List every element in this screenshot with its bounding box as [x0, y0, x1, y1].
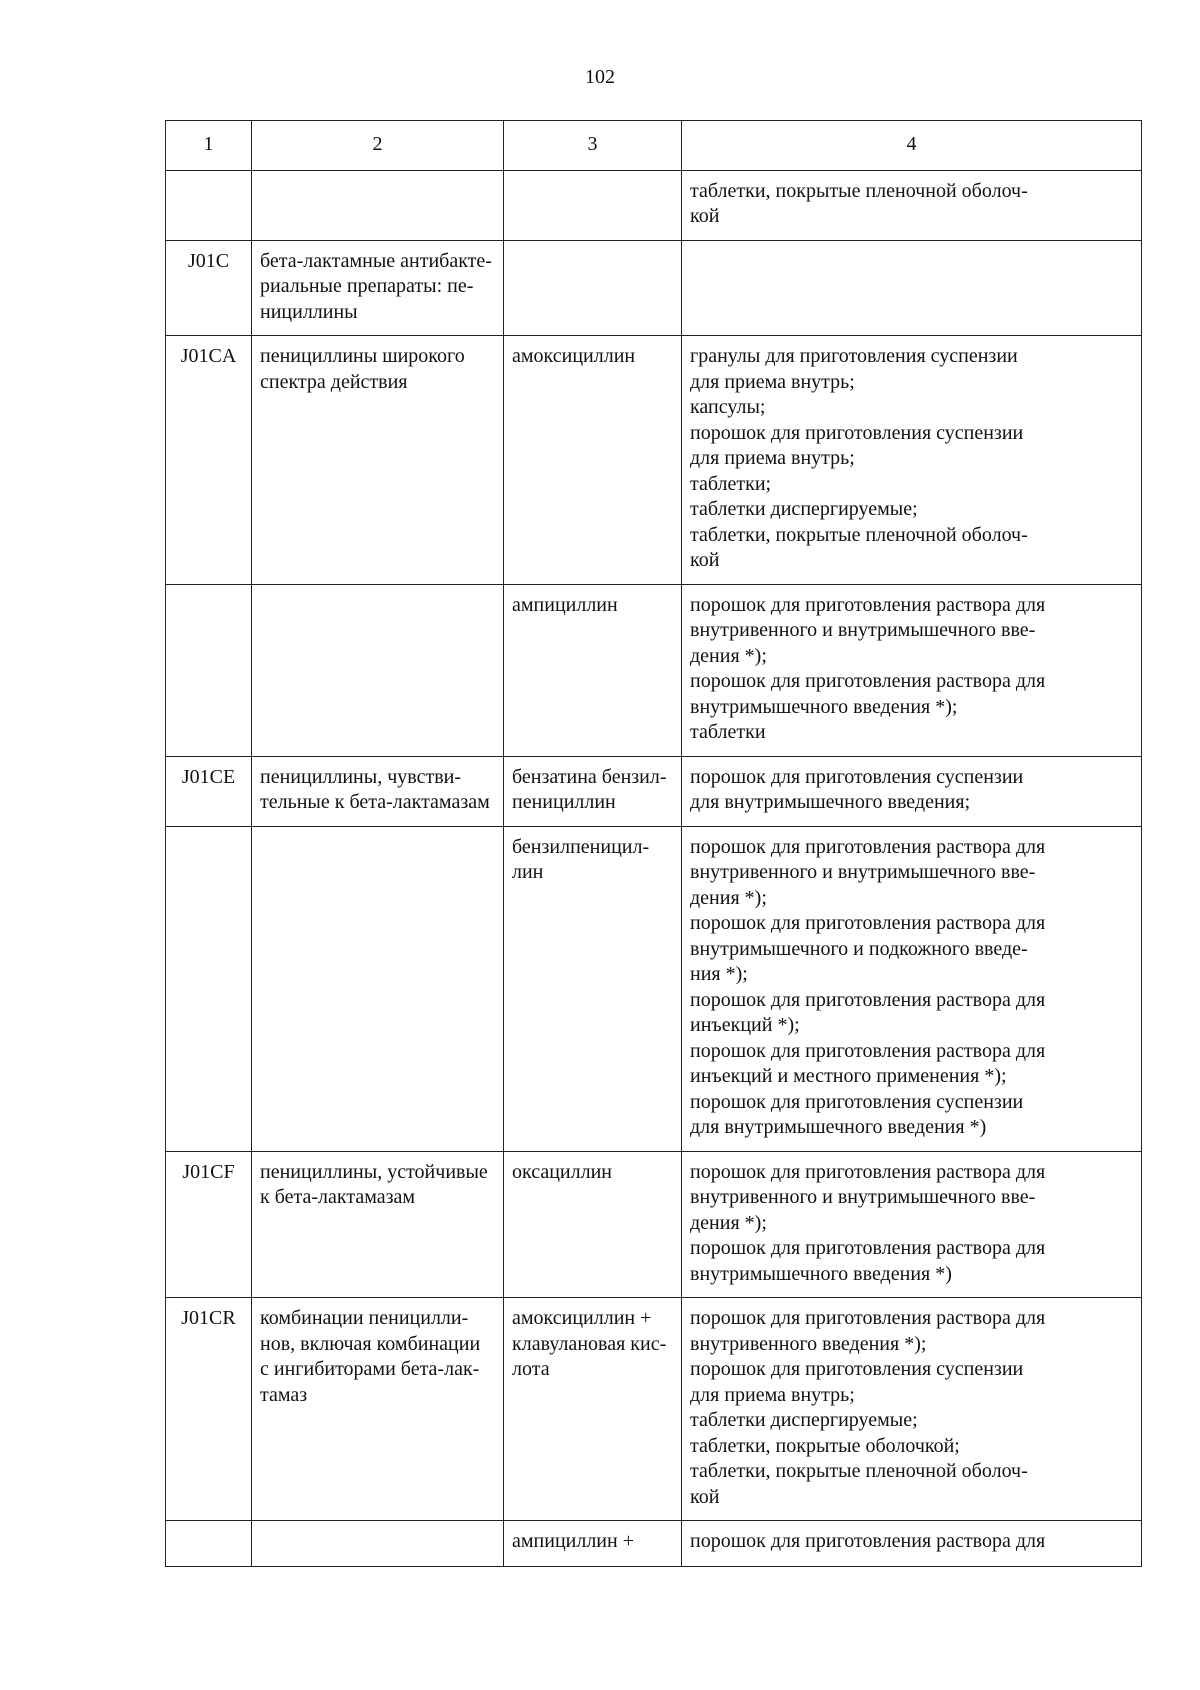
drug-name-cell	[504, 1298, 682, 1521]
dosage-form-line: дения *);	[690, 644, 767, 667]
group-name-cell	[252, 336, 504, 585]
dosage-form-line: таблетки, покрытые пленочной оболоч-	[690, 523, 1028, 546]
column-header-1: 1	[166, 121, 252, 171]
drug-name-cell-line: оксациллин	[512, 1160, 612, 1183]
dosage-form-line: внутривенного введения *);	[690, 1332, 927, 1355]
dosage-form-line: инъекций *);	[690, 1014, 800, 1036]
dosage-form-line: порошок для приготовления раствора для	[690, 1530, 1046, 1552]
group-name-cell	[252, 170, 504, 240]
drug-name-cell-line: лин	[512, 861, 544, 883]
dosage-form-line: порошок для приготовления раствора для	[690, 1039, 1046, 1062]
dosage-form-line: для приема внутрь;	[690, 370, 855, 393]
dosage-forms-cell	[682, 240, 1142, 336]
group-name-cell-line: тельные к бета-лактамазам	[260, 791, 490, 813]
dosage-form-line: внутривенного и внутримышечного вве-	[690, 1186, 1036, 1208]
table-row	[166, 1521, 1142, 1567]
dosage-form-line: порошок для приготовления суспензии	[690, 1090, 1024, 1113]
drug-name-cell	[504, 336, 682, 585]
dosage-forms-cell	[682, 1151, 1142, 1298]
group-name-cell-line: риальные препараты: пе-	[260, 275, 474, 297]
table-row	[166, 756, 1142, 826]
dosage-form-line: порошок для приготовления раствора для	[690, 593, 1046, 616]
atc-code-cell: J01CR	[166, 1298, 252, 1521]
drug-name-cell	[504, 1151, 682, 1298]
dosage-forms-cell	[682, 584, 1142, 756]
dosage-forms-cell	[682, 756, 1142, 826]
group-name-cell-line: пенициллины широкого	[260, 345, 465, 367]
drug-name-cell	[504, 170, 682, 240]
dosage-form-line: кой	[690, 1485, 720, 1508]
group-name-cell-line: бета-лактамные антибакте-	[260, 249, 492, 272]
table-row	[166, 826, 1142, 1151]
column-header-3: 3	[504, 121, 682, 171]
drug-name-cell-line: бензатина бензил-	[512, 765, 667, 788]
column-header-2: 2	[252, 121, 504, 171]
dosage-form-line: кой	[690, 205, 720, 227]
group-name-cell-line: пенициллины, чувстви-	[260, 765, 462, 788]
dosage-form-line: капсулы;	[690, 396, 766, 418]
drug-name-cell-line: ампициллин +	[512, 1530, 634, 1552]
atc-code-cell: J01CF	[166, 1151, 252, 1298]
group-name-cell	[252, 240, 504, 336]
dosage-form-line: кой	[690, 549, 720, 571]
drug-name-cell-line: амоксициллин	[512, 345, 636, 367]
atc-code-cell: J01C	[166, 240, 252, 336]
table-row	[166, 1151, 1142, 1298]
dosage-forms-cell	[682, 1298, 1142, 1521]
dosage-form-line: дения *);	[690, 886, 767, 909]
drug-name-cell-line: лота	[512, 1358, 550, 1380]
group-name-cell-line: к бета-лактамазам	[260, 1186, 416, 1208]
group-name-cell	[252, 826, 504, 1151]
dosage-form-line: ния *);	[690, 963, 748, 985]
drug-name-cell-line: амоксициллин +	[512, 1307, 652, 1329]
table-header-row	[166, 121, 1142, 171]
dosage-forms-cell	[682, 826, 1142, 1151]
group-name-cell	[252, 1521, 504, 1567]
drug-name-cell-line: бензилпеницил-	[512, 835, 650, 858]
dosage-forms-cell	[682, 336, 1142, 585]
dosage-form-line: для внутримышечного введения;	[690, 791, 971, 813]
dosage-form-line: внутривенного и внутримышечного вве-	[690, 619, 1036, 641]
table-row	[166, 584, 1142, 756]
drug-name-cell	[504, 584, 682, 756]
drug-name-cell	[504, 1521, 682, 1567]
atc-code-cell: J01CE	[166, 756, 252, 826]
group-name-cell-line: тамаз	[260, 1383, 308, 1406]
atc-code-cell	[166, 826, 252, 1151]
page-number: 102	[585, 66, 615, 88]
drug-name-cell-line: ампициллин	[512, 593, 618, 616]
drug-name-cell-line: клавулановая кис-	[512, 1332, 667, 1355]
drug-name-cell	[504, 826, 682, 1151]
dosage-form-line: порошок для приготовления раствора для	[690, 1160, 1046, 1183]
dosage-form-line: для приема внутрь;	[690, 1383, 855, 1406]
drug-table	[165, 120, 1142, 1567]
table-row	[166, 336, 1142, 585]
group-name-cell	[252, 756, 504, 826]
group-name-cell-line: с ингибиторами бета-лак-	[260, 1358, 480, 1380]
dosage-form-line: порошок для приготовления раствора для	[690, 988, 1046, 1011]
dosage-form-line: для приема внутрь;	[690, 447, 855, 469]
group-name-cell-line: комбинации пеницилли-	[260, 1307, 469, 1329]
dosage-form-line: таблетки диспергируемые;	[690, 1409, 918, 1431]
dosage-form-line: порошок для приготовления раствора для	[690, 670, 1046, 692]
dosage-form-line: порошок для приготовления суспензии	[690, 765, 1024, 788]
dosage-form-line: таблетки, покрытые пленочной оболоч-	[690, 179, 1028, 202]
table-row	[166, 170, 1142, 240]
atc-code-cell	[166, 584, 252, 756]
group-name-cell	[252, 1151, 504, 1298]
dosage-form-line: для внутримышечного введения *)	[690, 1116, 987, 1138]
drug-name-cell	[504, 240, 682, 336]
dosage-form-line: таблетки диспергируемые;	[690, 498, 918, 520]
dosage-forms-cell	[682, 1521, 1142, 1567]
dosage-form-line: внутримышечного введения *)	[690, 1262, 952, 1285]
dosage-form-line: внутримышечного введения *);	[690, 695, 958, 718]
drug-name-cell-line: пенициллин	[512, 791, 616, 813]
dosage-form-line: порошок для приготовления раствора для	[690, 912, 1046, 934]
table-row	[166, 240, 1142, 336]
dosage-form-line: гранулы для приготовления суспензии	[690, 345, 1018, 367]
dosage-form-line: таблетки, покрытые оболочкой;	[690, 1434, 960, 1457]
dosage-form-line: инъекций и местного применения *);	[690, 1065, 1007, 1087]
dosage-form-line: порошок для приготовления раствора для	[690, 1307, 1046, 1329]
dosage-form-line: дения *);	[690, 1211, 767, 1234]
dosage-form-line: таблетки;	[690, 472, 772, 495]
table-row	[166, 1298, 1142, 1521]
group-name-cell-line: пенициллины, устойчивые	[260, 1160, 488, 1183]
atc-code-cell	[166, 170, 252, 240]
group-name-cell-line: нициллины	[260, 300, 358, 323]
drug-name-cell	[504, 756, 682, 826]
group-name-cell-line: нов, включая комбинации	[260, 1332, 481, 1355]
dosage-form-line: таблетки	[690, 721, 766, 743]
dosage-form-line: внутривенного и внутримышечного вве-	[690, 861, 1036, 883]
dosage-form-line: таблетки, покрытые пленочной оболоч-	[690, 1460, 1028, 1482]
dosage-form-line: порошок для приготовления суспензии	[690, 421, 1024, 444]
dosage-form-line: порошок для приготовления суспензии	[690, 1358, 1024, 1380]
group-name-cell	[252, 584, 504, 756]
atc-code-cell	[166, 1521, 252, 1567]
column-header-4: 4	[682, 121, 1142, 171]
dosage-form-line: порошок для приготовления раствора для	[690, 835, 1046, 858]
dosage-form-line: внутримышечного и подкожного введе-	[690, 937, 1028, 960]
atc-code-cell: J01CA	[166, 336, 252, 585]
group-name-cell	[252, 1298, 504, 1521]
dosage-forms-cell	[682, 170, 1142, 240]
dosage-form-line: порошок для приготовления раствора для	[690, 1237, 1046, 1259]
group-name-cell-line: спектра действия	[260, 370, 408, 393]
